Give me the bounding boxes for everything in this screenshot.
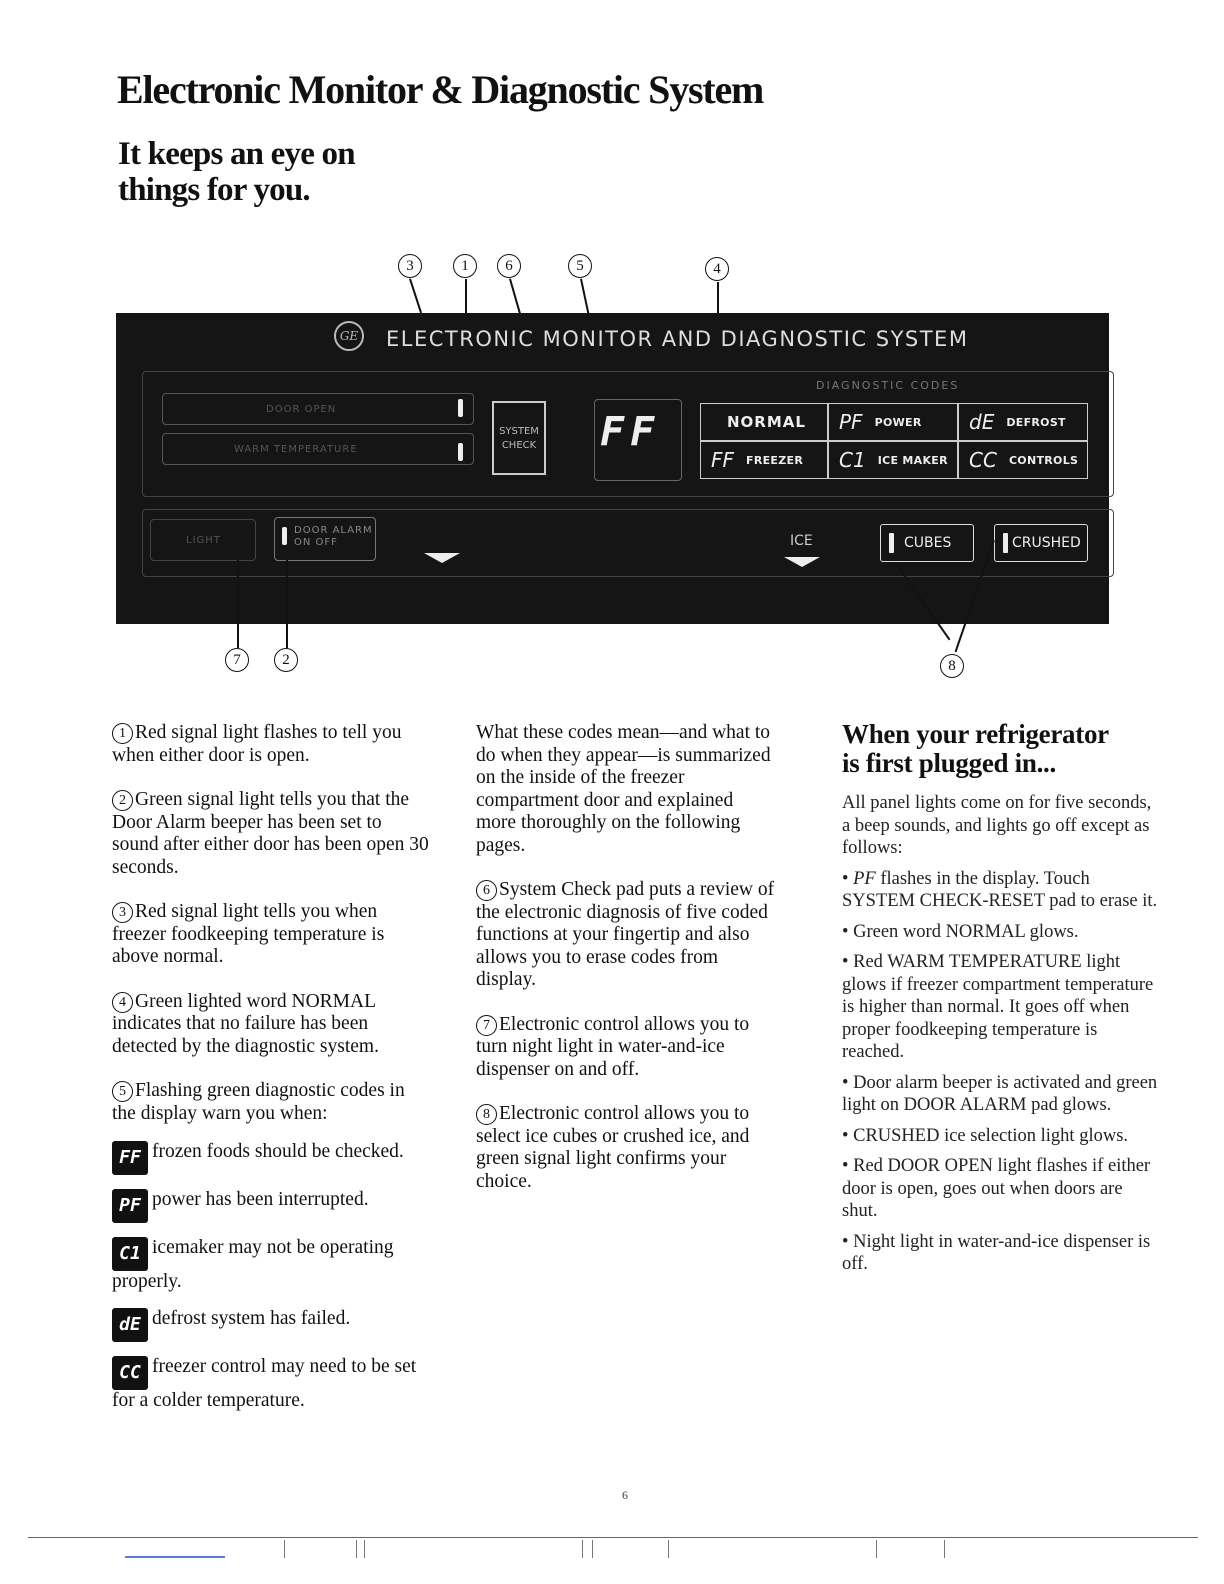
cubes-button[interactable]: CUBES (880, 524, 974, 562)
warm-temp-light (458, 443, 463, 461)
warm-temp-label: WARM TEMPERATURE (234, 444, 358, 455)
callout-line (409, 279, 422, 314)
bullet-item: • PF flashes in the display. Touch SYSTEM CHECK-RESET pad to erase it. (842, 868, 1158, 911)
column-1 (112, 722, 430, 1412)
cc-code-icon: CC (112, 1356, 148, 1390)
callout-3: 3 (398, 254, 422, 278)
bullet-item: • Door alarm beeper is activated and green light on DOOR ALARM pad glows. (842, 1072, 1158, 1115)
panel-heading: ELECTRONIC MONITOR AND DIAGNOSTIC SYSTEM (386, 327, 969, 351)
footer-tick (876, 1540, 877, 1558)
bullet-item: • CRUSHED ice selection light glows. (842, 1125, 1129, 1146)
crushed-light (1003, 533, 1008, 553)
callout-line (286, 560, 288, 648)
door-alarm-label: DOOR ALARM ON OFF (294, 525, 373, 548)
pf-code-icon: PF (112, 1189, 148, 1223)
bullet-item: • Night light in water-and-ice dispenser is off. (842, 1231, 1151, 1274)
item-4: 4 Green lighted word NORMAL indicates that no failure has been detected by the diagnostic system. (112, 990, 379, 1057)
bullet-item: • Red WARM TEMPERATURE light glows if freezer compartment temperature is higher than normal. It goes off when proper foodkeeping temperature is reached. (842, 952, 1154, 1062)
item-3: 3 Red signal light tells you when freezer foodkeeping temperature is above normal. (112, 901, 385, 967)
callout-line (717, 282, 719, 315)
door-open-label: DOOR OPEN (266, 404, 337, 415)
control-panel (116, 313, 1109, 624)
diagnostic-codes-label: DIAGNOSTIC CODES (816, 379, 960, 392)
system-check-button[interactable]: SYSTEM CHECK (492, 401, 546, 475)
item-7: 7 Electronic control allows you to turn night light in water-and-ice dispenser on and off. (476, 1013, 750, 1080)
ge-logo: GE (334, 321, 364, 351)
footer-tick (944, 1540, 945, 1558)
callout-4: 4 (705, 257, 729, 281)
ice-arrow-icon (784, 557, 820, 567)
callout-line (465, 279, 467, 315)
item-6: 6 System Check pad puts a review of the electronic diagnosis of five coded functions at your fingertip and also allows you to erase codes from display. (476, 879, 775, 990)
footer-tick (592, 1540, 593, 1558)
code-ff-entry: FF frozen foods should be checked. (112, 1141, 430, 1175)
page-title: Electronic Monitor & Diagnostic System (117, 67, 764, 112)
callout-line (580, 279, 589, 315)
callout-1: 1 (453, 254, 477, 278)
footer-rule (28, 1537, 1198, 1538)
code-normal: NORMAL (700, 403, 828, 441)
door-open-light (458, 399, 463, 417)
de-code-icon: dE (112, 1308, 148, 1342)
item-1: 1 Red signal light flashes to tell you when either door is open. (112, 722, 402, 766)
c1-code-icon: C1 (112, 1237, 148, 1271)
footer-mark (125, 1556, 225, 1558)
bullet-item: • Red DOOR OPEN light flashes if either door is open, goes out when doors are shut. (842, 1156, 1151, 1221)
code-c1-entry: C1 icemaker may not be operating properly. (112, 1237, 394, 1292)
footer-tick (364, 1540, 365, 1558)
item-8: 8 Electronic control allows you to select ice cubes or crushed ice, and green signal light confirms your choice. (476, 1103, 750, 1192)
code-power: PF POWER (828, 403, 958, 441)
footer-tick (582, 1540, 583, 1558)
plugged-in-heading: When your refrigerator is first plugged in... (842, 719, 1109, 778)
ice-label: ICE (790, 533, 813, 549)
code-freezer: FF FREEZER (700, 441, 828, 479)
callout-6: 6 (497, 254, 521, 278)
code-de-entry: dE defrost system has failed. (112, 1308, 430, 1342)
footer-tick (284, 1540, 285, 1558)
ff-code-icon: FF (112, 1141, 148, 1175)
page-number: 6 (622, 1488, 628, 1502)
door-alarm-light (282, 527, 287, 545)
code-cc-entry: CC freezer control may need to be set for a colder temperature. (112, 1355, 417, 1411)
callout-line (509, 279, 520, 314)
crushed-button[interactable]: CRUSHED (994, 524, 1088, 562)
bullet-item: • Green word NORMAL glows. (842, 921, 1079, 942)
code-display: FF (600, 409, 661, 455)
water-arrow-icon (424, 553, 460, 563)
column-3 (842, 720, 1162, 1284)
callout-8: 8 (940, 654, 964, 678)
callout-7: 7 (225, 648, 249, 672)
footer-tick (668, 1540, 669, 1558)
column-2 (476, 722, 776, 1215)
callout-5: 5 (568, 254, 592, 278)
code-defrost: dE DEFROST (958, 403, 1088, 441)
subtitle: It keeps an eye on things for you. (118, 136, 355, 208)
codes-intro: What these codes mean—and what to do when they appear—is summarized on the inside of the freezer compartment door and explained more thoroughly on the following pages. (476, 722, 771, 856)
footer-tick (356, 1540, 357, 1558)
plugged-in-intro: All panel lights come on for five seconds, a beep sounds, and lights go off except as follows: (842, 793, 1152, 858)
code-controls: CC CONTROLS (958, 441, 1088, 479)
item-5: 5 Flashing green diagnostic codes in the display warn you when: (112, 1080, 405, 1124)
callout-2: 2 (274, 648, 298, 672)
item-2: 2 Green signal light tells you that the Door Alarm beeper has been set to sound after either door has been open 30 seconds. (112, 789, 429, 878)
cubes-light (889, 533, 894, 553)
code-ice-maker: C1 ICE MAKER (828, 441, 958, 479)
light-label: LIGHT (186, 535, 221, 546)
code-pf-entry: PF power has been interrupted. (112, 1189, 430, 1223)
callout-line (237, 560, 239, 648)
